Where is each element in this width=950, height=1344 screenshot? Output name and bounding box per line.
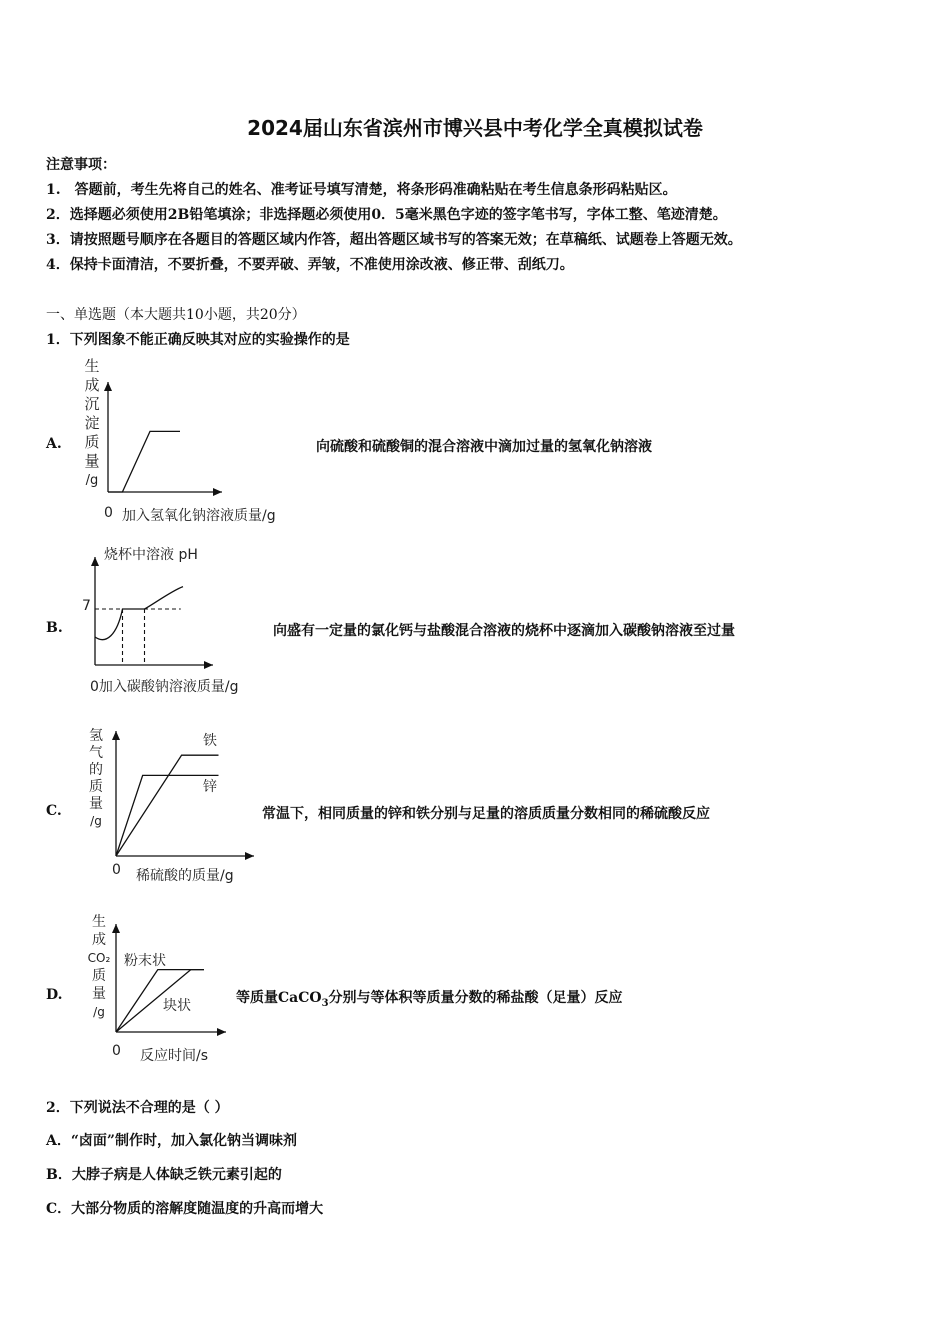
chart-b-ylabel: 烧杯中溶液 pH: [104, 547, 198, 563]
option-c-letter: C.: [46, 803, 62, 819]
chartA-series-1: [108, 431, 180, 492]
notice-heading: 注意事项：: [46, 157, 116, 173]
option-d-letter: D.: [46, 987, 63, 1003]
question-2-option-c: C．大部分物质的溶解度随温度的升高而增大: [46, 1201, 324, 1217]
question-2-stem: 2．下列说法不合理的是（ ）: [46, 1100, 229, 1116]
chartB-x-arrow: [204, 661, 213, 669]
chart-b-xlabel: 0加入碳酸钠溶液质量/g: [90, 679, 239, 695]
option-b-letter: B.: [46, 620, 63, 636]
chart-d-xlabel: 反应时间/s: [140, 1048, 209, 1064]
chartC-series-1: [116, 755, 219, 856]
chart-d-legend-powder: 粉末状: [124, 953, 166, 969]
notice-item-1: 1. 答题前，考生先将自己的姓名、准考证号填写清楚，将条形码准确粘贴在考生信息条形码粘贴区。: [46, 182, 677, 198]
option-d-text: 等质量CaCO$_3$分别与等体积等质量分数的稀盐酸（足量）反应: [236, 990, 623, 1009]
notice-item-2: 2．选择题必须使用2B铅笔填涂；非选择题必须使用0．5毫米黑色字迹的签字笔书写，字体工整、笔迹清楚。: [46, 207, 727, 223]
chartB-series-1: [95, 587, 183, 640]
option-a-text: 向硫酸和硫酸铜的混合溶液中滴加过量的氢氧化钠溶液: [316, 439, 652, 455]
option-c-text: 常温下，相同质量的锌和铁分别与足量的溶质质量分数相同的稀硫酸反应: [262, 806, 710, 822]
chart-c-origin: 0: [112, 862, 121, 878]
chartB-y-arrow: [91, 557, 99, 566]
page-title: 2024届山东省滨州市博兴县中考化学全真模拟试卷: [247, 116, 703, 140]
chart-b-ytick: 7: [82, 598, 91, 614]
chart-c-legend-iron: 铁: [203, 733, 217, 749]
notice-item-4: 4．保持卡面清洁，不要折叠，不要弄破、弄皱，不准使用涂改液、修正带、刮纸刀。: [46, 257, 574, 273]
chartC-y-arrow: [112, 731, 120, 740]
chart-a-ylabel: 生 成 沉 淀 质 量 /g: [84, 357, 100, 488]
chart-a-origin: 0: [104, 505, 113, 521]
question-1-stem: 1．下列图象不能正确反映其对应的实验操作的是: [46, 332, 350, 348]
chart-c-xlabel: 稀硫酸的质量/g: [136, 868, 234, 884]
chartC-x-arrow: [245, 852, 254, 860]
chart-d-origin: 0: [112, 1043, 121, 1059]
chart-d-legend-block: 块状: [163, 998, 191, 1014]
section-heading: 一、单选题（本大题共10小题，共20分）: [46, 307, 306, 323]
chartD-x-arrow: [217, 1028, 226, 1036]
chart-c-ylabel: 氢 气 的 质 量 /g: [89, 728, 103, 828]
chartA-y-arrow: [104, 382, 112, 391]
chart-a-xlabel: 加入氢氧化钠溶液质量/g: [122, 508, 276, 524]
chart-c-legend-zinc: 锌: [203, 779, 217, 795]
question-2-option-a: A．“卤面”制作时，加入氯化钠当调味剂: [46, 1133, 297, 1149]
chart-d: [0, 0, 1, 1]
notice-item-3: 3．请按照题号顺序在各题目的答题区域内作答，超出答题区域书写的答案无效；在草稿纸、试题卷上答题无效。: [46, 232, 742, 248]
option-b-text: 向盛有一定量的氯化钙与盐酸混合溶液的烧杯中逐滴加入碳酸钠溶液至过量: [273, 623, 735, 639]
chartD-y-arrow: [112, 924, 120, 933]
chartA-x-arrow: [213, 488, 222, 496]
option-a-letter: A.: [46, 436, 62, 452]
chart-d-ylabel: 生 成 CO₂ 质 量 /g: [87, 914, 111, 1019]
question-2-option-b: B．大脖子病是人体缺乏铁元素引起的: [46, 1167, 282, 1183]
